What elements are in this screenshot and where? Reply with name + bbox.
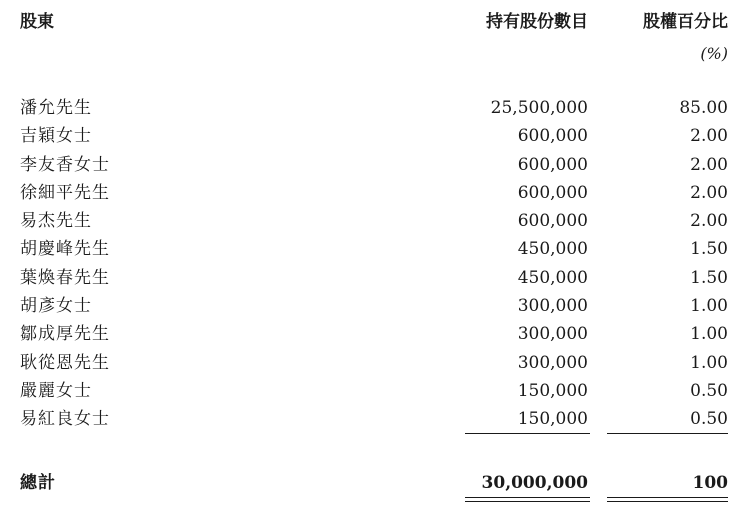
subtotal-rule-percentage [607, 433, 728, 434]
percentage-value: 0.50 [690, 409, 728, 430]
shareholder-name: 胡彥女士 [20, 296, 92, 317]
table-row [0, 97, 756, 125]
percentage-value: 85.00 [679, 98, 728, 118]
shares-value: 300,000 [517, 296, 588, 317]
shareholder-name: 吉穎女士 [20, 126, 92, 147]
shareholder-name: 鄒成厚先生 [20, 324, 110, 345]
shares-value: 600,000 [517, 154, 588, 175]
percentage-value: 1.50 [690, 239, 728, 260]
percentage-value: 1.00 [690, 352, 728, 373]
total-label: 總計 [20, 473, 56, 493]
table-row [0, 267, 756, 295]
total-double-rule-percentage-top [607, 497, 728, 498]
total-double-rule-shares-bottom [465, 501, 590, 502]
percentage-unit: (%) [700, 44, 728, 63]
table-body [0, 97, 756, 437]
total-shares: 30,000,000 [481, 473, 588, 493]
percentage-value: 2.00 [690, 211, 728, 232]
shares-value: 450,000 [517, 267, 588, 288]
table-row [0, 380, 756, 408]
shares-value: 600,000 [517, 182, 588, 203]
shares-value: 450,000 [517, 239, 588, 260]
percentage-value: 1.00 [690, 296, 728, 317]
table-row [0, 182, 756, 210]
shares-value: 25,500,000 [490, 98, 588, 118]
shares-value: 300,000 [517, 324, 588, 345]
total-double-rule-shares-top [465, 497, 590, 498]
table-row [0, 352, 756, 380]
table-row [0, 210, 756, 238]
shareholder-name: 易杰先生 [20, 211, 92, 232]
shares-value: 150,000 [517, 380, 588, 401]
shareholder-name: 嚴麗女士 [20, 380, 92, 401]
header-shares: 持有股份數目 [486, 12, 588, 32]
shareholder-name: 葉煥春先生 [20, 267, 110, 288]
shares-value: 600,000 [517, 211, 588, 232]
shares-value: 600,000 [517, 126, 588, 147]
shares-value: 150,000 [517, 409, 588, 430]
percentage-value: 2.00 [690, 154, 728, 175]
percentage-value: 1.50 [690, 267, 728, 288]
total-row [0, 472, 756, 496]
table-row [0, 125, 756, 153]
table-row [0, 154, 756, 182]
percentage-value: 2.00 [690, 126, 728, 147]
shareholder-name: 胡慶峰先生 [20, 239, 110, 260]
table-row [0, 323, 756, 351]
shareholder-name: 耿從恩先生 [20, 352, 110, 373]
shareholder-name: 潘允先生 [20, 98, 92, 118]
header-percentage: 股權百分比 [643, 12, 728, 32]
table-row [0, 238, 756, 266]
percentage-value: 2.00 [690, 182, 728, 203]
subtotal-rule-shares [465, 433, 590, 434]
shareholder-name: 易紅良女士 [20, 409, 110, 430]
header-shareholder: 股東 [20, 12, 54, 32]
shareholder-name: 徐細平先生 [20, 182, 110, 203]
shares-value: 300,000 [517, 352, 588, 373]
percentage-value: 1.00 [690, 324, 728, 345]
table-row [0, 295, 756, 323]
total-percentage: 100 [692, 473, 728, 493]
total-double-rule-percentage-bottom [607, 501, 728, 502]
shareholder-name: 李友香女士 [20, 154, 110, 175]
percentage-value: 0.50 [690, 380, 728, 401]
